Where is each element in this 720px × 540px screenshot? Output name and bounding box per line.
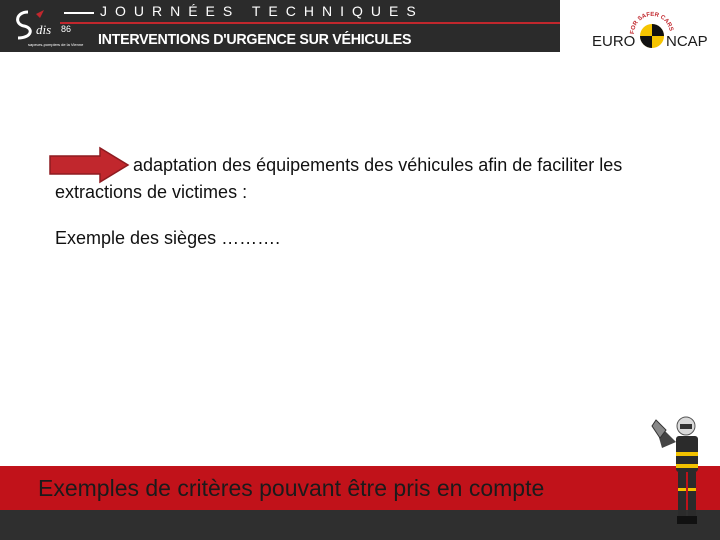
header [0,0,720,60]
main-paragraph [55,152,695,206]
title-dash [64,12,94,14]
paragraph-line-1: adaptation des équipements des véhicules afin de faciliter les [133,155,623,175]
paragraph-line-2: extractions de victimes : [55,182,248,202]
euroncap-tagline: FOR SAFER CARS [629,11,674,35]
firefighter-icon [650,412,710,528]
euroncap-right: NCAP [666,33,708,50]
sdis-caption: sapeurs-pompiers de la Vienne [28,42,84,47]
event-title: INTERVENTIONS D'URGENCE SUR VÉHICULES [98,31,412,48]
euroncap-logo-icon [590,8,715,53]
header-divider [60,22,560,24]
svg-text:dis: dis [36,22,52,37]
series-title: JOURNÉES TECHNIQUES [100,3,424,19]
svg-text:86: 86 [61,24,72,34]
example-text: Exemple des sièges ………. [55,228,281,248]
euroncap-left: EURO [592,33,636,50]
footer-bottom-band [0,510,720,540]
footer-title: Exemples de critères pouvant être pris en compte [38,475,545,501]
